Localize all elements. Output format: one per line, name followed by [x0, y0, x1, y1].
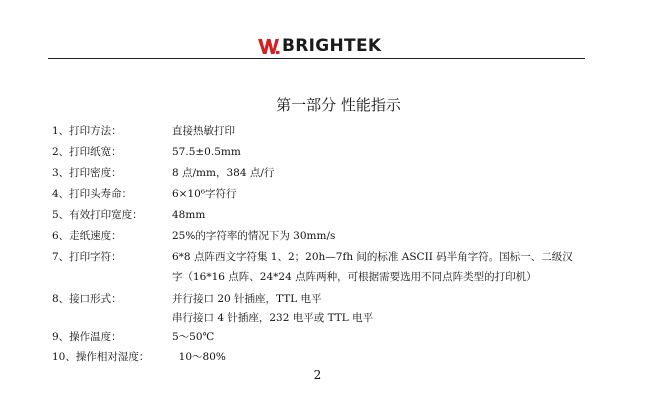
spec-label: 1、打印方法： [52, 125, 122, 137]
brand-logo [258, 36, 381, 56]
spec-label: 7、打印字符： [52, 251, 122, 263]
logo-text: BRIGHTEK [282, 36, 382, 56]
spec-label: 6、走纸速度： [52, 230, 122, 242]
section-title [0, 94, 645, 115]
spec-label: 5、有效打印宽度： [52, 209, 143, 221]
spec-value: 直接热敏打印 [172, 125, 235, 137]
spec-value: 5～50℃ [172, 331, 215, 343]
spec-label: 10、操作相对湿度： [52, 351, 150, 363]
page-number-text: 2 [313, 368, 322, 382]
spec-label: 2、打印纸宽： [52, 146, 122, 158]
brightek-logo-mark-icon [258, 37, 280, 55]
header-rule [48, 58, 585, 59]
spec-value: 57.5±0.5mm [172, 146, 241, 158]
spec-label: 8、接口形式： [52, 293, 122, 305]
spec-label: 4、打印头寿命： [52, 188, 133, 200]
spec-value: 6*8 点阵西文字符集 1、2；20h—7fh 间的标准 ASCII 码半角字符。国标一、二级汉 [172, 251, 573, 263]
spec-value-continued: 字（16*16 点阵、24*24 点阵两种，可根据需要选用不同点阵类型的打印机） [172, 271, 537, 283]
spec-value: 8 点/mm，384 点/行 [172, 167, 275, 179]
spec-label: 9、操作温度： [52, 331, 122, 343]
spec-value-continued: 串行接口 4 针插座，232 电平或 TTL 电平 [172, 312, 374, 324]
spec-label: 3、打印密度： [52, 167, 122, 179]
spec-value: 并行接口 20 针插座，TTL 电平 [172, 293, 322, 305]
spec-value: 10～80% [172, 351, 226, 363]
section-title-text: 第一部分 性能指示 [276, 96, 401, 114]
spec-value: 6×10⁶字符行 [172, 188, 237, 200]
page-number [0, 368, 645, 382]
spec-value: 25%的字符率的情况下为 30mm/s [172, 230, 336, 242]
spec-value: 48mm [172, 209, 206, 221]
